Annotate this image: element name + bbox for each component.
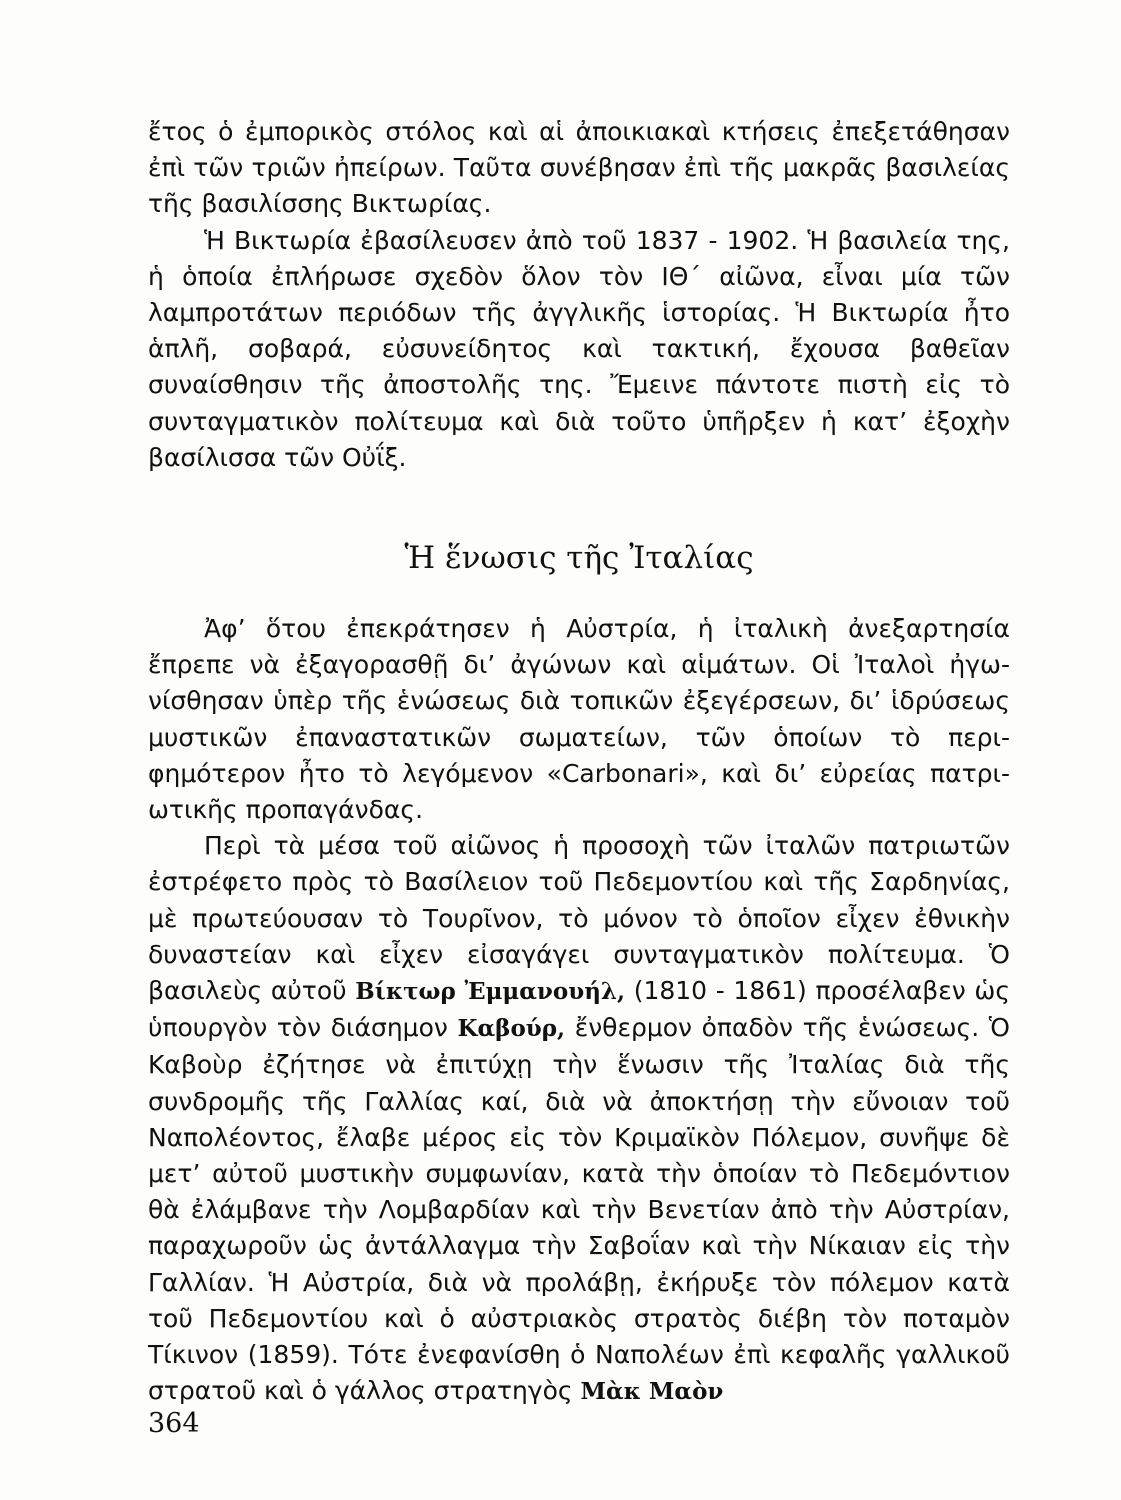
victoria-section: [148, 114, 1010, 476]
paragraph-cavour: [148, 828, 1010, 1410]
paragraph-text-segment: (1810 - 1861) προσέλαβεν ὡς ὑπουργὸν τὸν διάσημον: [148, 976, 1010, 1043]
bold-name-cavour: Καβούρ,: [457, 1015, 566, 1043]
paragraph-merchant-fleet: ἔτος ὁ ἐμπορικὸς στόλος καὶ αἱ ἀποικιακαὶ κτήσεις ἐπεξετάθησαν ἐπὶ τῶν τριῶν ἠπείρων. Ταῦτα συνέβησαν ἐπὶ τῆς μακρᾶς βασιλείας τῆς βασιλίσσης Βικτωρίας.: [148, 117, 1010, 219]
italy-section: [148, 611, 1010, 1410]
paragraph-text-segment: Περὶ τὰ μέσα τοῦ αἰῶνος ἡ προσοχὴ τῶν ἰταλῶν πατριωτῶν ἐστρέφετο πρὸς τὸ Βασίλειον τοῦ Πεδεμοντίου καὶ τῆς Σαρδηνίας, μὲ πρωτεύουσαν τὸ Τουρῖνον, τὸ μόνον τὸ ὁποῖον εἶχεν ἐθνικὴν δυναστείαν καὶ εἶχεν εἰσαγάγει συνταγματικὸν πολίτευμα. Ὁ βασιλεὺς αὐτοῦ: [148, 831, 1010, 1006]
section-heading: Ἡ ἕνωσις τῆς Ἰταλίας: [404, 540, 754, 576]
bold-name-victor-emmanuel: Βίκτωρ Ἐμμανουήλ,: [355, 978, 626, 1006]
paragraph-text-segment: ἔνθερμον ὀπαδὸν τῆς ἑνώσεως. Ὁ Καβοὺρ ἐζήτησε νὰ ἐπιτύχῃ τὴν ἕνωσιν τῆς Ἰταλίας διὰ τῆς συνδρομῆς τῆς Γαλλίας καί, διὰ νὰ ἀποκτήσῃ τὴν εὔνοιαν τοῦ Ναπολέοντος, ἔλαβε μέρος εἰς τὸν Κριμαϊκὸν Πόλεμον, συνῆψε δὲ μετ’ αὐτοῦ μυστικὴν συμφωνίαν, κατὰ τὴν ὁποίαν τὸ Πεδεμόντιον θὰ ἐλάμβανε τὴν Λομβαρδίαν καὶ τὴν Βενετίαν ἀπὸ τὴν Αὐστρίαν, παραχωροῦν ὡς ἀντάλλαγμα τὴν Σαβοΐαν καὶ τὴν Νίκαιαν εἰς τὴν Γαλλίαν. Ἡ Αὐστρία, διὰ νὰ προλάβῃ, ἐκήρυξε τὸν πόλεμον κατὰ τοῦ Πεδεμοντίου καὶ ὁ αὐστριακὸς στρατὸς διέβη τὸν ποταμὸν Τίκινον (1859). Τότε ἐνεφανίσθη ὁ Ναπολέων ἐπὶ κεφαλῆς γαλλικοῦ στρατοῦ καὶ ὁ γάλλος στρατηγὸς: [148, 1013, 1010, 1406]
paragraph-victoria-reign: Ἡ Βικτωρία ἐβασίλευσεν ἀπὸ τοῦ 1837 - 1902. Ἡ βασιλεία της, ἡ ὁποία ἐπλήρωσε σχεδὸν ὅλον τὸν ΙΘ΄ αἰῶνα, εἶναι μία τῶν λαμπροτάτων περιόδων τῆς ἀγγλικῆς ἱστορίας. Ἡ Βικτωρία ἦτο ἁπλῆ, σοβαρά, εὐσυνείδητος καὶ τακτική, ἔχουσα βαθεῖαν συναίσθησιν τῆς ἀποστολῆς της. Ἔμεινε πάντοτε πιστὴ εἰς τὸ συνταγματικὸν πολίτευμα καὶ διὰ τοῦτο ὑπῆρξεν ἡ κατ’ ἐξοχὴν βασίλισσα τῶν Οὐΐξ.: [148, 225, 1010, 472]
page-number: 364: [148, 1408, 200, 1439]
bold-name-mac-mahon: Μὰκ Μαὸν: [580, 1378, 724, 1406]
paragraph-italian-independence: Ἀφ’ ὅτου ἐπεκράτησεν ἡ Αὐστρία, ἡ ἰταλικὴ ἀνεξαρτησία ἔπρεπε νὰ ἐξαγορασθῇ δι’ ἀγώνων καὶ αἱμάτων. Οἱ Ἰταλοὶ ἠγωνίσθησαν ὑπὲρ τῆς ἑνώσεως διὰ τοπικῶν ἐξεγέρσεων, δι’ ἱδρύσεως μυστικῶν ἐπαναστατικῶν σωματείων, τῶν ὁποίων τὸ περιφημότερον ἦτο τὸ λεγόμενον «Carbonari», καὶ δι’ εὐρείας πατριωτικῆς προπαγάνδας.: [148, 614, 1010, 825]
